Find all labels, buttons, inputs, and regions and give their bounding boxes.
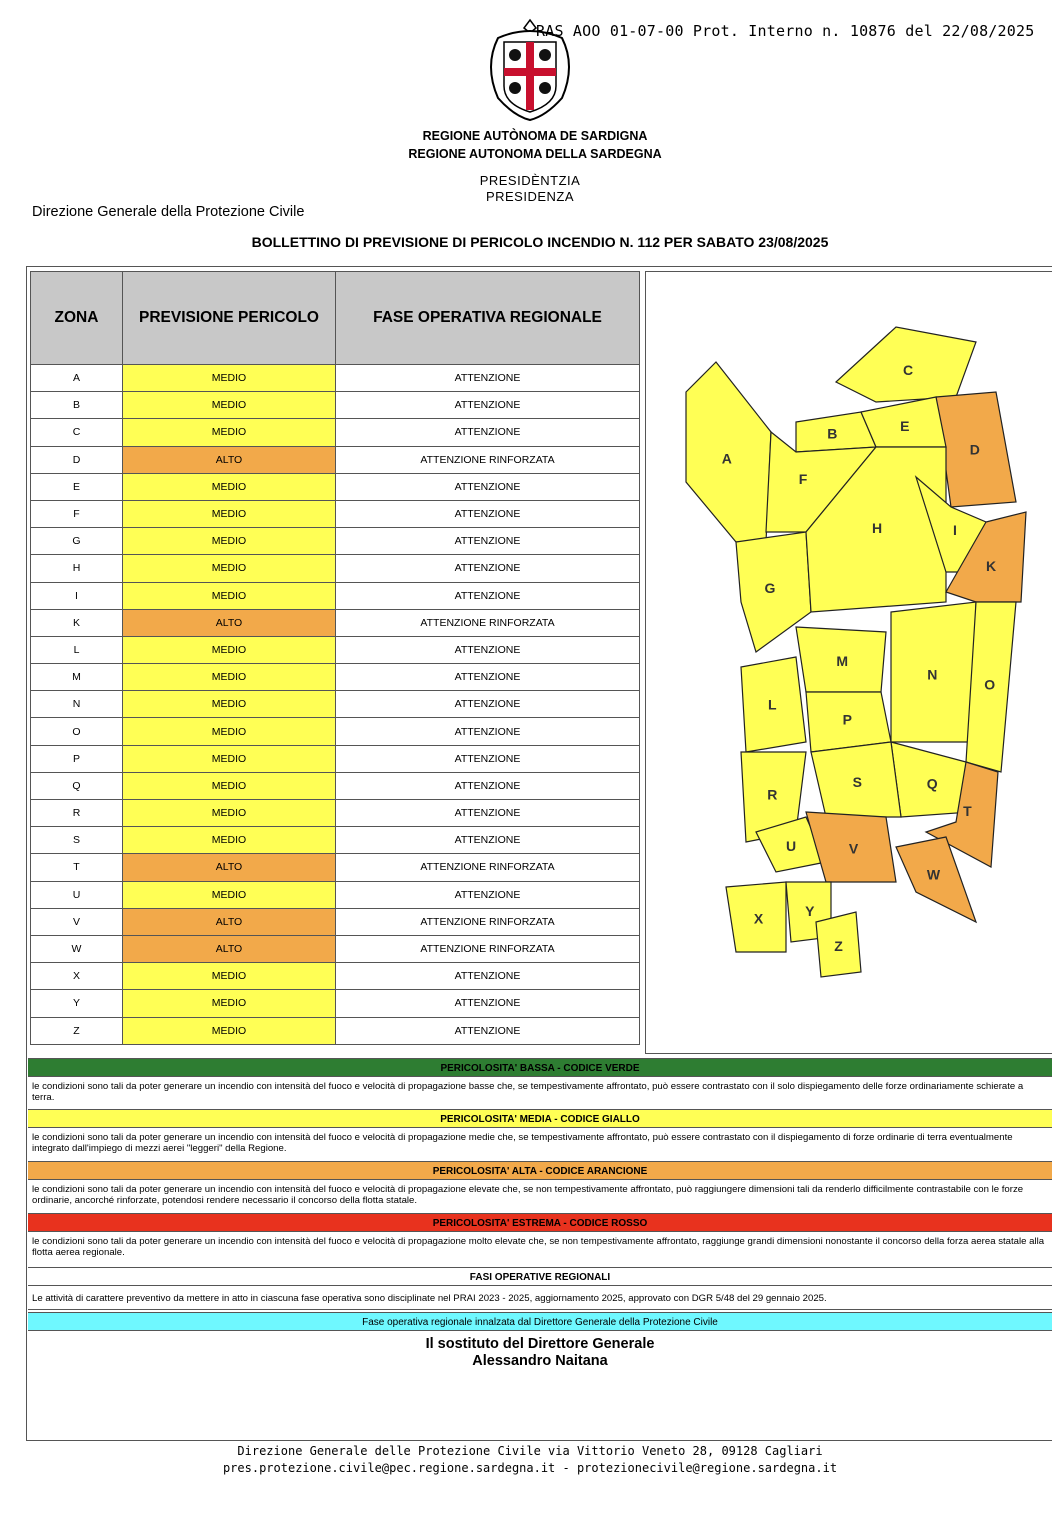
table-row: [31, 419, 640, 446]
cell-previsione: MEDIO: [123, 419, 336, 446]
cell-previsione: MEDIO: [123, 827, 336, 854]
table-row: [31, 473, 640, 500]
cell-fase: ATTENZIONE: [336, 691, 640, 718]
cell-fase: ATTENZIONE RINFORZATA: [336, 609, 640, 636]
cell-zona: G: [31, 528, 123, 555]
map-zone-label: N: [927, 666, 938, 683]
cell-fase: ATTENZIONE: [336, 392, 640, 419]
legend-giallo-title: PERICOLOSITA' MEDIA - CODICE GIALLO: [28, 1109, 1052, 1128]
map-zone-label: T: [963, 803, 972, 819]
cell-previsione: MEDIO: [123, 528, 336, 555]
legend-rosso-text: le condizioni sono tali da poter generare un incendio con intensità del fuoco e velocità di propagazione molto elevate che, se non tempestivamente affrontato, raggiunge grandi dimensioni nonostante il concorso della forza aerea statale alla flotta aerea regionale.: [32, 1236, 1045, 1258]
legend-verde-text: le condizioni sono tali da poter generare un incendio con intensità del fuoco e velocità di propagazione basse che, se tempestivamente affrontato, può essere contrastato con il solo dispiegamento delle forze ordinariamente schierate a terra.: [32, 1081, 1024, 1103]
cell-zona: D: [31, 446, 123, 473]
map-zone-label: F: [798, 471, 808, 487]
cell-zona: U: [31, 881, 123, 908]
cell-fase: ATTENZIONE: [336, 827, 640, 854]
map-zone-label: O: [984, 676, 996, 693]
legend-rosso-title: PERICOLOSITA' ESTREMA - CODICE ROSSO: [28, 1213, 1052, 1232]
cell-fase: ATTENZIONE: [336, 1017, 640, 1044]
map-zone-label: U: [785, 837, 797, 854]
map-zone-label: C: [902, 362, 914, 378]
cell-previsione: MEDIO: [123, 365, 336, 392]
cell-previsione: MEDIO: [123, 392, 336, 419]
table-row: [31, 990, 640, 1017]
map-zone-label: A: [721, 450, 732, 467]
cell-fase: ATTENZIONE: [336, 528, 640, 555]
map-zone-label: R: [767, 786, 778, 803]
cell-zona: R: [31, 800, 123, 827]
map-zone-label: I: [953, 522, 957, 538]
map-zone-label: V: [848, 840, 859, 857]
legend-ciano-text: Fase operativa regionale innalzata dal Direttore Generale della Protezione Civile: [28, 1312, 1052, 1331]
cell-previsione: MEDIO: [123, 881, 336, 908]
presidency-sardinian: PRESIDÈNTZIA: [479, 173, 581, 188]
footer-address: Direzione Generale delle Protezione Civile via Vittorio Veneto 28, 09128 Cagliari: [237, 1444, 823, 1458]
cell-zona: M: [31, 664, 123, 691]
table-row: [31, 609, 640, 636]
cell-zona: V: [31, 908, 123, 935]
cell-fase: ATTENZIONE: [336, 772, 640, 799]
table-row: [31, 555, 640, 582]
cell-fase: ATTENZIONE: [336, 582, 640, 609]
table-row: [31, 664, 640, 691]
cell-previsione: MEDIO: [123, 800, 336, 827]
cell-previsione: MEDIO: [123, 1017, 336, 1044]
table-row: [31, 636, 640, 663]
cell-zona: P: [31, 745, 123, 772]
cell-fase: ATTENZIONE: [336, 990, 640, 1017]
cell-fase: ATTENZIONE RINFORZATA: [336, 935, 640, 962]
cell-previsione: ALTO: [123, 935, 336, 962]
legend-fasi-title: FASI OPERATIVE REGIONALI: [28, 1267, 1052, 1286]
table-row: [31, 718, 640, 745]
column-header-fase: FASE OPERATIVA REGIONALE: [336, 272, 640, 365]
zones-table: [30, 271, 640, 1045]
cell-fase: ATTENZIONE RINFORZATA: [336, 908, 640, 935]
signature-name: Alessandro Naitana: [472, 1353, 608, 1369]
table-row: [31, 365, 640, 392]
map-zone-label: W: [926, 866, 941, 883]
map-zone-label: G: [764, 580, 776, 596]
cell-zona: K: [31, 609, 123, 636]
cell-previsione: MEDIO: [123, 473, 336, 500]
cell-zona: B: [31, 392, 123, 419]
map-zone-label: Y: [805, 902, 815, 919]
cell-fase: ATTENZIONE: [336, 881, 640, 908]
cell-previsione: ALTO: [123, 908, 336, 935]
map-zone-label: Q: [926, 775, 938, 792]
presidency-italian: PRESIDENZA: [485, 189, 575, 204]
protocol-number: RAS AOO 01-07-00 Prot. Interno n. 10876 del 22/08/2025: [536, 22, 1035, 40]
table-row: [31, 772, 640, 799]
table-row: [31, 908, 640, 935]
map-zone-label: P: [842, 711, 852, 728]
table-row: [31, 827, 640, 854]
legend-arancione-text: le condizioni sono tali da poter generare un incendio con intensità del fuoco e velocità di propagazione elevate che, se non tempestivamente affrontato, può raggiungere dimensioni tali da renderlo difficilmente contrastabile con le forze ordinarie, ancorché rinforzate, potendosi rendere necessario il concorso della flotta statale.: [32, 1184, 1024, 1206]
cell-fase: ATTENZIONE: [336, 500, 640, 527]
table-row: [31, 582, 640, 609]
table-row: [31, 446, 640, 473]
cell-fase: ATTENZIONE: [336, 636, 640, 663]
table-row: [31, 528, 640, 555]
cell-zona: A: [31, 365, 123, 392]
table-row: [31, 1017, 640, 1044]
cell-zona: T: [31, 854, 123, 881]
map-zone-label: Z: [834, 937, 843, 954]
cell-previsione: MEDIO: [123, 745, 336, 772]
cell-fase: ATTENZIONE: [336, 800, 640, 827]
cell-previsione: MEDIO: [123, 718, 336, 745]
table-row: [31, 935, 640, 962]
zones-table-body: [31, 365, 640, 1045]
cell-zona: N: [31, 691, 123, 718]
cell-previsione: MEDIO: [123, 555, 336, 582]
cell-fase: ATTENZIONE: [336, 419, 640, 446]
cell-fase: ATTENZIONE RINFORZATA: [336, 446, 640, 473]
cell-previsione: MEDIO: [123, 691, 336, 718]
cell-fase: ATTENZIONE: [336, 718, 640, 745]
cell-fase: ATTENZIONE: [336, 473, 640, 500]
table-row: [31, 854, 640, 881]
column-header-previsione: PREVISIONE PERICOLO: [123, 272, 336, 365]
column-header-zona: ZONA: [31, 272, 123, 365]
legend-verde-title: PERICOLOSITA' BASSA - CODICE VERDE: [28, 1058, 1052, 1077]
bulletin-title: BOLLETTINO DI PREVISIONE DI PERICOLO INCENDIO N. 112 PER SABATO 23/08/2025: [251, 234, 829, 250]
zones-map-panel: [645, 271, 1052, 1054]
cell-fase: ATTENZIONE: [336, 745, 640, 772]
cell-fase: ATTENZIONE RINFORZATA: [336, 854, 640, 881]
map-zone-label: S: [852, 774, 862, 790]
cell-zona: Z: [31, 1017, 123, 1044]
legend-fasi-text: Le attività di carattere preventivo da mettere in atto in ciascuna fase operativa sono disciplinate nel PRAI 2023 - 2025, aggiornamento 2025, approvato con DGR 5/48 del 29 gennaio 2025.: [28, 1290, 1052, 1310]
cell-zona: Q: [31, 772, 123, 799]
cell-zona: I: [31, 582, 123, 609]
cell-zona: F: [31, 500, 123, 527]
table-row: [31, 963, 640, 990]
directorate-name: Direzione Generale della Protezione Civile: [32, 204, 305, 220]
legend-giallo-text: le condizioni sono tali da poter generare un incendio con intensità del fuoco e velocità di propagazione medie che, se tempestivamente affrontato, può essere contrastato con il dispiegamento di forze ordinarie di terra eventualmente integrato dall'impiego di mezzi aerei "leggeri" della Regione.: [32, 1132, 1013, 1154]
cell-previsione: ALTO: [123, 446, 336, 473]
cell-zona: C: [31, 419, 123, 446]
cell-zona: Y: [31, 990, 123, 1017]
map-zone-label: E: [900, 417, 910, 434]
cell-previsione: MEDIO: [123, 582, 336, 609]
cell-fase: ATTENZIONE: [336, 365, 640, 392]
cell-zona: S: [31, 827, 123, 854]
region-name-sardinian: REGIONE AUTÒNOMA DE SARDIGNA: [422, 129, 648, 143]
cell-zona: X: [31, 963, 123, 990]
cell-fase: ATTENZIONE: [336, 664, 640, 691]
table-row: [31, 691, 640, 718]
table-row: [31, 745, 640, 772]
cell-zona: H: [31, 555, 123, 582]
cell-zona: L: [31, 636, 123, 663]
table-row: [31, 800, 640, 827]
table-row: [31, 392, 640, 419]
legend-arancione-title: PERICOLOSITA' ALTA - CODICE ARANCIONE: [28, 1161, 1052, 1180]
sardinia-zones-map: [646, 272, 1052, 1053]
cell-previsione: ALTO: [123, 609, 336, 636]
map-zone-label: D: [969, 441, 980, 458]
cell-zona: O: [31, 718, 123, 745]
map-zone-label: H: [871, 520, 883, 536]
signature-role: Il sostituto del Direttore Generale: [425, 1336, 655, 1352]
cell-fase: ATTENZIONE: [336, 963, 640, 990]
cell-previsione: MEDIO: [123, 664, 336, 691]
map-zone-label: L: [767, 696, 777, 713]
map-zone-label: B: [827, 425, 838, 442]
cell-fase: ATTENZIONE: [336, 555, 640, 582]
table-row: [31, 881, 640, 908]
map-zone-label: K: [985, 558, 997, 574]
cell-zona: W: [31, 935, 123, 962]
cell-previsione: MEDIO: [123, 990, 336, 1017]
table-row: [31, 500, 640, 527]
cell-previsione: MEDIO: [123, 772, 336, 799]
cell-previsione: MEDIO: [123, 636, 336, 663]
map-zone-label: M: [836, 652, 849, 669]
cell-previsione: MEDIO: [123, 963, 336, 990]
map-zone-label: X: [753, 910, 764, 927]
cell-zona: E: [31, 473, 123, 500]
cell-previsione: ALTO: [123, 854, 336, 881]
region-name-italian: REGIONE AUTONOMA DELLA SARDEGNA: [408, 147, 662, 161]
footer-emails: pres.protezione.civile@pec.regione.sardegna.it - protezionecivile@regione.sardegna.it: [222, 1461, 838, 1475]
cell-previsione: MEDIO: [123, 500, 336, 527]
